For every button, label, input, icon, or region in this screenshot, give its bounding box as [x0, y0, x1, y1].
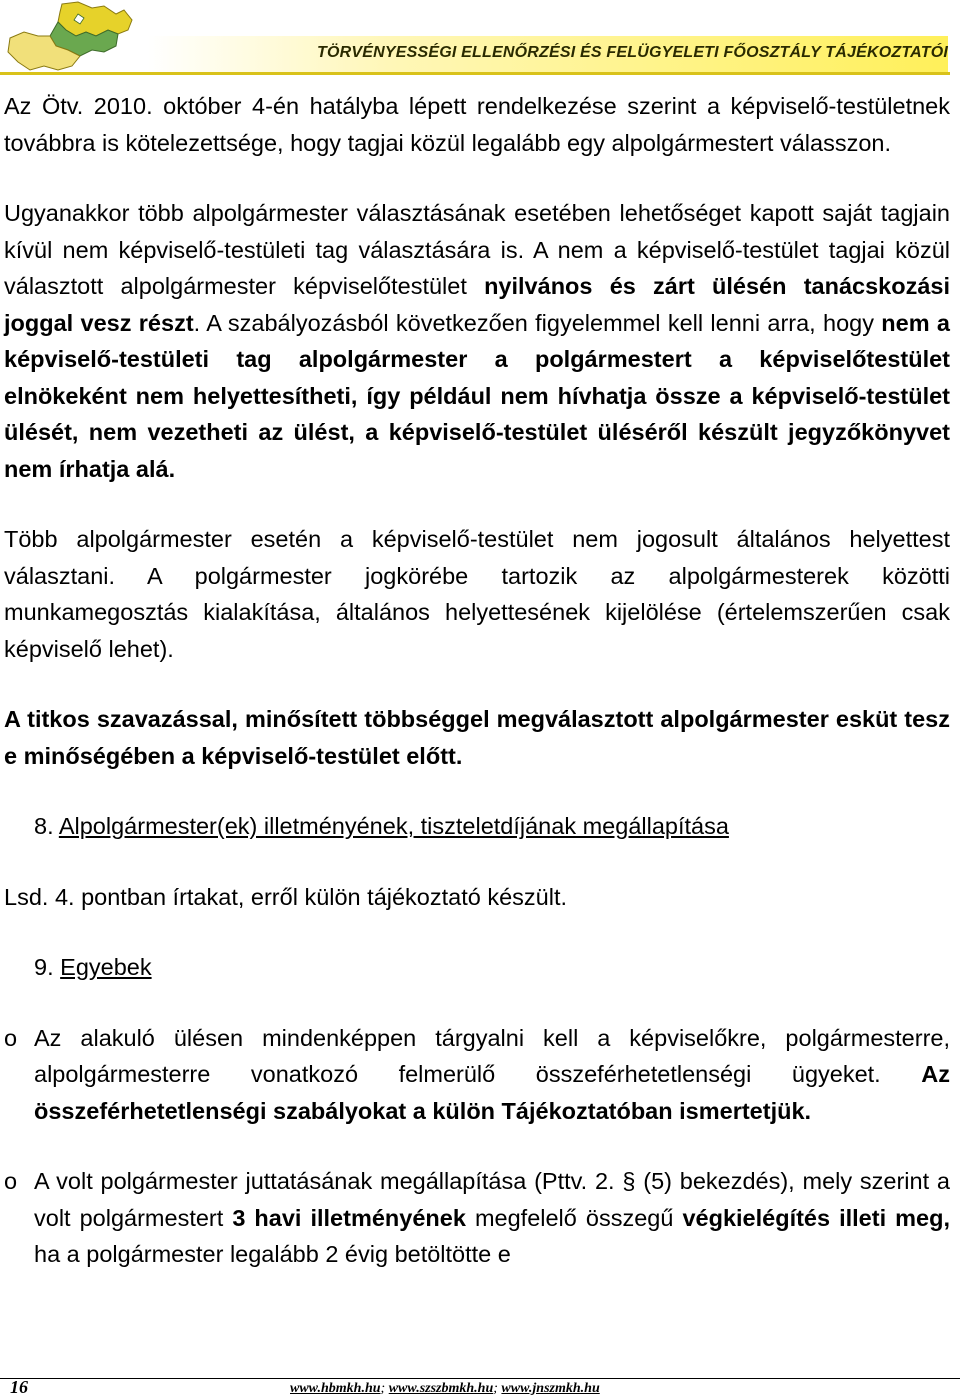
footer-link-hbmkh[interactable]: www.hbmkh.hu [290, 1381, 381, 1396]
footer-link-jnszmkh[interactable]: www.jnszmkh.hu [501, 1381, 600, 1396]
page-number: 16 [10, 1377, 28, 1397]
bullet-marker: o [4, 1168, 18, 1194]
header-divider [0, 72, 950, 75]
header-title: TÖRVÉNYESSÉGI ELLENŐRZÉSI ÉS FELÜGYELETI FŐOSZTÁLY TÁJÉKOZTATÓI [316, 44, 948, 61]
bullet-item-2: o A volt polgármester juttatásának megállapítása (Pttv. 2. § (5) bekezdés), mely szerint a volt polgármestert 3 havi illetményének megfelelő összegű végkielégítés illeti meg, ha a polgármester legalább 2 évig betöltötte e [4, 1163, 950, 1273]
map-of-three-counties-icon [0, 0, 160, 82]
bullet-item-1: o Az alakuló ülésen mindenképpen tárgyalni kell a képviselőkre, polgármesterre, alpolgármesterre vonatkozó felmerülő összeférhetetlenségi ügyeket. Az összeférhetetlenségi szabályokat a külön Tájékoztatóban ismertetjük. [4, 1020, 950, 1130]
paragraph-5: Lsd. 4. pontban írtakat, erről külön tájékoztató készült. [4, 883, 568, 910]
paragraph-2: Ugyanakkor több alpolgármester választásának esetében lehetőséget kapott saját tagjain kívül nem képviselő-testületi tag választására is. A nem a képviselő-testület tagjai közül választott alpolgármester képviselőtestület nyilvános és zárt ülésén tanácskozási joggal vesz részt. A szabályozásból következően figyelemmel kell lenni arra, hogy nem a képviselő-testületi tag alpolgármester a polgármestert a képviselőtestület elnökeként nem helyettesítheti, így például nem hívhatja össze a képviselő-testület ülését, nem vezetheti az ülést, a képviselő-testület üléséről készült jegyzőkönyvet nem írhatja alá. [4, 200, 951, 482]
footer-link-szszbmkh[interactable]: www.szszbmkh.hu [388, 1381, 494, 1396]
section-heading-9: 9. Egyebek [34, 954, 152, 980]
footer-links: www.hbmkh.hu; www.szszbmkh.hu; www.jnszmkh.hu [290, 1381, 600, 1396]
section-heading-8: 8. Alpolgármester(ek) illetményének, tiszteletdíjának megállapítása [34, 813, 729, 839]
page-header [0, 0, 960, 82]
paragraph-3: Több alpolgármester esetén a képviselő-testület nem jogosult általános helyettest választani. A polgármester jogkörébe tartozik az alpolgármesterek közötti munkamegosztás kialakítása, általános helyettesének kijelölése (értelemszerűen csak képviselő lehet). [4, 526, 950, 662]
bullet-marker: o [4, 1024, 18, 1051]
paragraph-4: A titkos szavazással, minősített többséggel megválasztott alpolgármester esküt tesz e minőségében a képviselő-testület előtt. [4, 706, 950, 769]
paragraph-1: Az Ötv. 2010. október 4-én hatályba lépett rendelkezése szerint a képviselő-testületnek továbbra is kötelezettsége, hogy tagjai közül legalább egy alpolgármestert válasszon. [4, 93, 950, 156]
document-body [4, 88, 950, 1273]
